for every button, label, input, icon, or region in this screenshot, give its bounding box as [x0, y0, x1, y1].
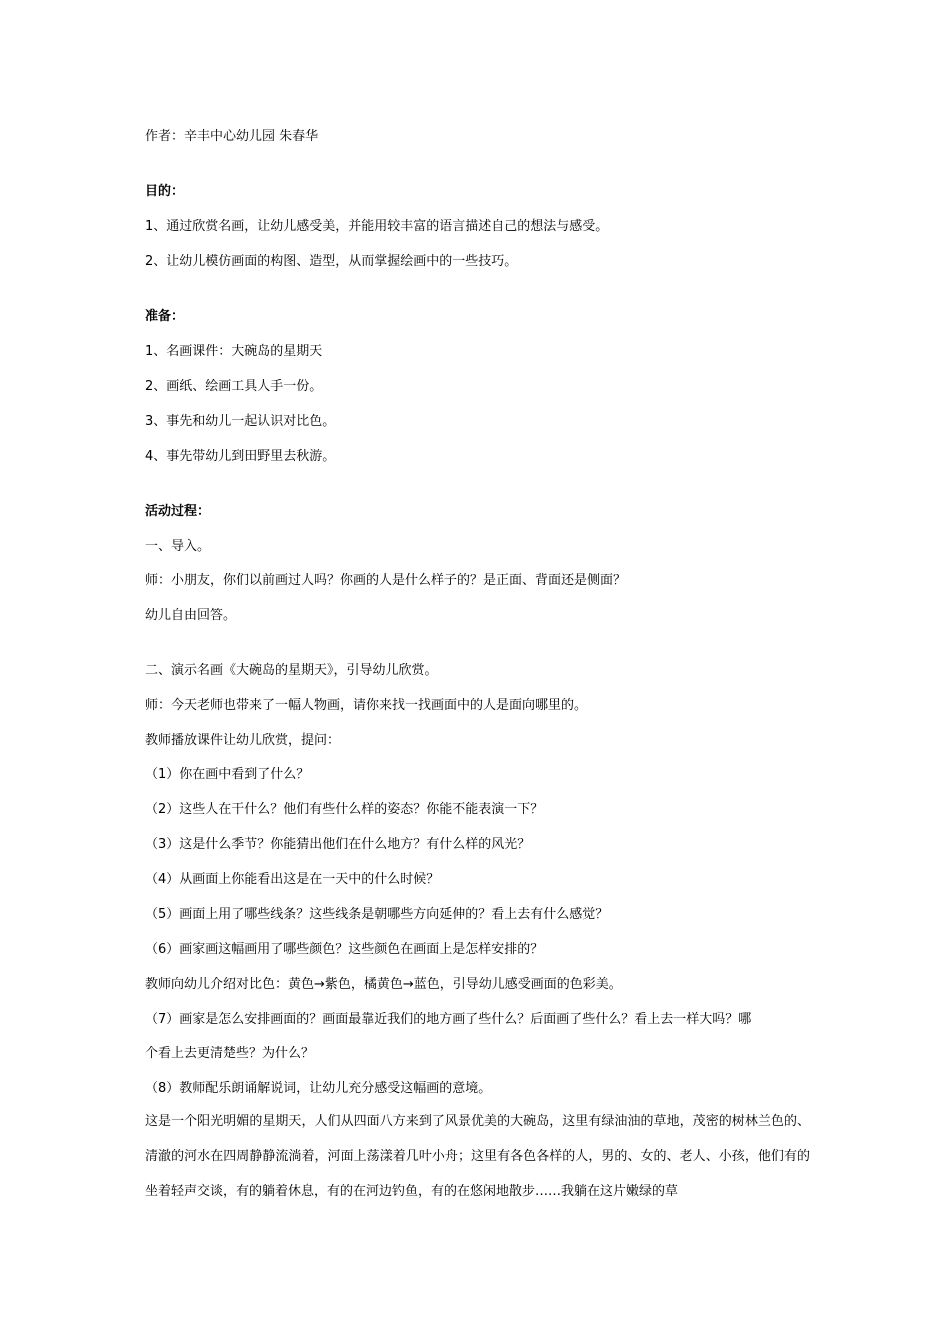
text-line: 教师播放课件让幼儿欣赏，提问： — [145, 733, 341, 748]
section-title: 二、演示名画《大碗岛的星期天》，引导幼儿欣赏。 — [145, 663, 438, 678]
prep-item: 2、画纸、绘画工具人手一份。 — [145, 379, 323, 394]
question-item: （7）画家是怎么安排画面的？画面最靠近我们的地方画了些什么？后面画了些什么？看上去一样大吗？哪 — [145, 1012, 752, 1027]
goal-item: 2、让幼儿模仿画面的构图、造型，从而掌握绘画中的一些技巧。 — [145, 254, 518, 269]
text-line: 幼儿自由回答。 — [145, 608, 237, 623]
section-title: 一、导入。 — [145, 539, 211, 554]
question-item: （8）教师配乐朗诵解说词，让幼儿充分感受这幅画的意境。 — [145, 1081, 492, 1096]
author-line: 作者：辛丰中心幼儿园 朱春华 — [145, 129, 319, 144]
text-line: 教师向幼儿介绍对比色：黄色→紫色，橘黄色→蓝色，引导幼儿感受画面的色彩美。 — [145, 977, 622, 992]
question-item: （5）画面上用了哪些线条？这些线条是朝哪些方向延伸的？看上去有什么感觉？ — [145, 907, 609, 922]
goals-heading: 目的： — [145, 184, 185, 199]
question-item: （6）画家画这幅画用了哪些颜色？这些颜色在画面上是怎样安排的？ — [145, 942, 544, 957]
text-line: 师：小朋友，你们以前画过人吗？你画的人是什么样子的？是正面、背面还是侧面？ — [145, 573, 627, 588]
goal-item: 1、通过欣赏名画，让幼儿感受美，并能用较丰富的语言描述自己的想法与感受。 — [145, 219, 609, 234]
prep-item: 1、名画课件：大碗岛的星期天 — [145, 344, 323, 359]
question-item: （3）这是什么季节？你能猜出他们在什么地方？有什么样的风光？ — [145, 837, 531, 852]
question-item-continued: 个看上去更清楚些？为什么？ — [145, 1046, 315, 1061]
question-item: （4）从画面上你能看出这是在一天中的什么时候？ — [145, 872, 440, 887]
question-item: （1）你在画中看到了什么？ — [145, 767, 310, 782]
prep-item: 4、事先带幼儿到田野里去秋游。 — [145, 449, 336, 464]
prep-item: 3、事先和幼儿一起认识对比色。 — [145, 414, 336, 429]
narration-paragraph: 这是一个阳光明媚的星期天，人们从四面八方来到了风景优美的大碗岛，这里有绿油油的草地，茂密的树林兰色的、清澈的河水在四周静静流淌着，河面上荡漾着几叶小舟；这里有各色各样的人，男的、女的、老人、小孩，他们有的坐着轻声交谈，有的躺着休息，有的在河边钓鱼，有的在悠闲地散步……我躺在这片嫩绿的草 — [145, 1114, 810, 1199]
question-item: （2）这些人在干什么？他们有些什么样的姿态？你能不能表演一下？ — [145, 802, 544, 817]
process-heading: 活动过程： — [145, 504, 211, 519]
text-line: 师：今天老师也带来了一幅人物画，请你来找一找画面中的人是面向哪里的。 — [145, 698, 588, 713]
prep-heading: 准备： — [145, 309, 185, 324]
